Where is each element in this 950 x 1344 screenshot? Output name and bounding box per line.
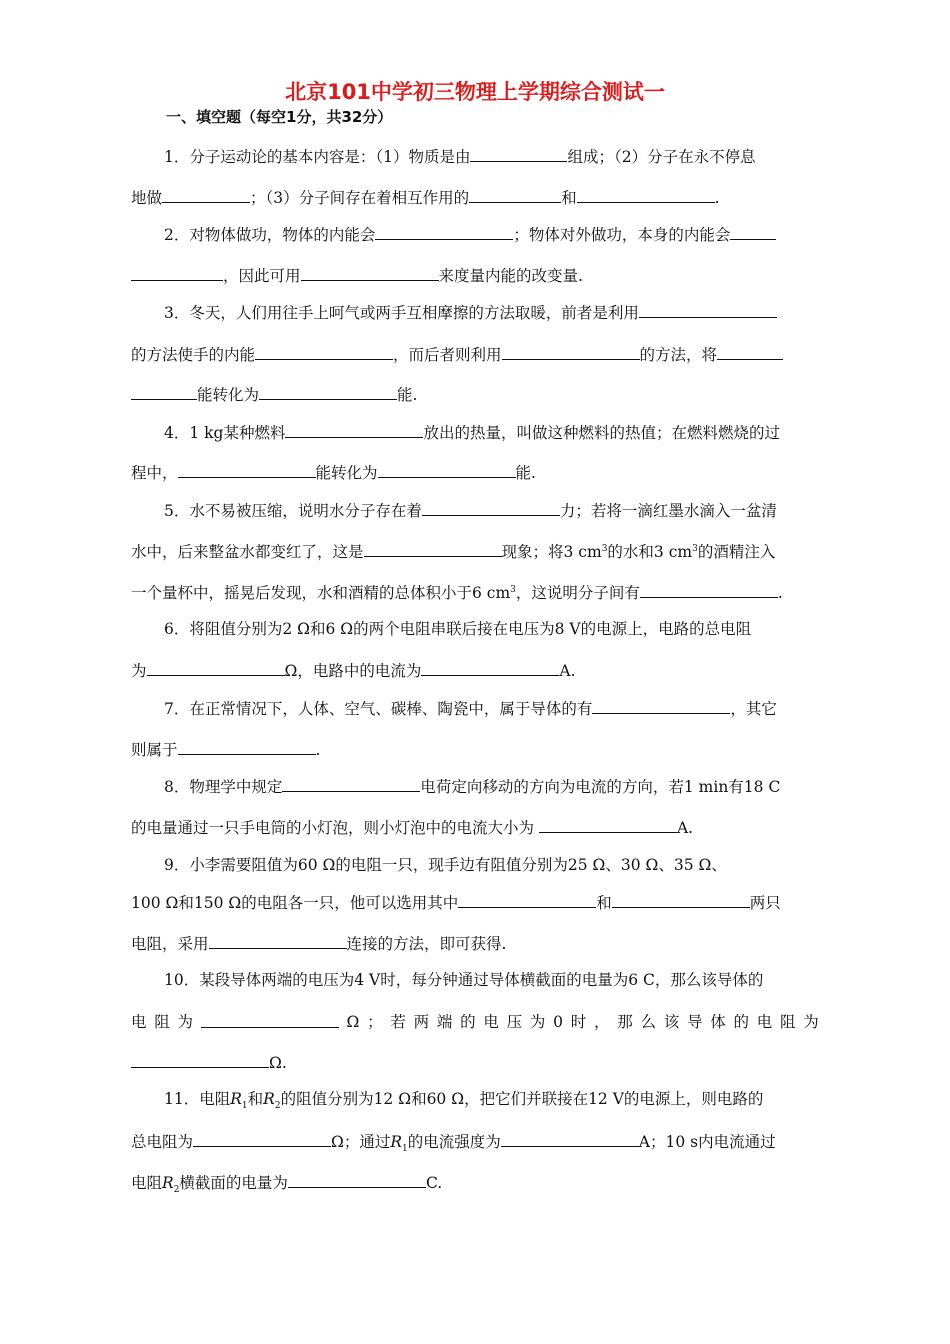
answer-blank[interactable] bbox=[612, 892, 750, 908]
answer-blank[interactable] bbox=[131, 1052, 269, 1068]
answer-blank[interactable] bbox=[375, 224, 513, 240]
question-2-line-1: 2．对物体做功，物体的内能会 ；物体对外做功，本身的内能会 bbox=[164, 224, 819, 246]
page-title: 北京101中学初三物理上学期综合测试一 bbox=[285, 80, 665, 104]
question-5-line-2: 水中，后来整盆水都变红了，这是 现象；将3 $cm^3$的水和3 $cm^3$的酒精注入 bbox=[131, 543, 776, 561]
answer-blank[interactable] bbox=[209, 933, 347, 949]
question-3-line-2: 的方法使手的内能 ，而后者则利用 的方法，将 bbox=[131, 344, 819, 366]
answer-blank[interactable] bbox=[730, 224, 776, 240]
question-7-line-1: 7．在正常情况下，人体、空气、碳棒、陶瓷中，属于导体的有 ，其它 bbox=[164, 700, 777, 718]
question-1-line-2: 地做 ；（3）分子间存在着相互作用的 和 . bbox=[131, 189, 720, 207]
answer-blank[interactable] bbox=[539, 817, 677, 833]
answer-blank[interactable] bbox=[592, 698, 730, 714]
question-2-line-2: ，因此可用 来度量内能的改变量. bbox=[131, 265, 819, 287]
section-heading: 一、填空题（每空1分，共32分） bbox=[166, 108, 393, 126]
answer-blank[interactable] bbox=[458, 892, 596, 908]
answer-blank[interactable] bbox=[717, 344, 783, 360]
answer-blank[interactable] bbox=[201, 1012, 339, 1028]
answer-blank[interactable] bbox=[640, 582, 778, 598]
answer-blank[interactable] bbox=[470, 146, 567, 162]
answer-blank[interactable] bbox=[421, 660, 559, 676]
question-1-line-1: 1．分子运动论的基本内容是：（1）物质是由 组成；（2）分子在永不停息 bbox=[164, 148, 756, 166]
answer-blank[interactable] bbox=[131, 384, 197, 400]
answer-blank[interactable] bbox=[501, 1131, 639, 1147]
question-4-line-2: 程中， 能转化为 能. bbox=[131, 464, 536, 482]
answer-blank[interactable] bbox=[502, 344, 640, 360]
question-8-line-1: 8．物理学中规定 电荷定向移动的方向为电流的方向，若1 min有18 C bbox=[164, 778, 781, 796]
question-9-line-2: 100 Ω和150 Ω的电阻各一只，他可以选用其中 和 两只 bbox=[131, 894, 781, 912]
answer-blank[interactable] bbox=[378, 462, 516, 478]
answer-blank[interactable] bbox=[288, 1172, 426, 1188]
question-11-line-1: 11．电阻$R_1$和$R_2$的阻值分别为12 Ω和60 Ω，把它们并联接在12 V的电源上，则电路的 bbox=[164, 1090, 764, 1112]
answer-blank[interactable] bbox=[422, 500, 560, 516]
question-10-line-2: 电 阻 为 Ω ； 若 两 端 的 电 压 为 0 时 ， 那 么 该 导 体 的 电 阻 为 bbox=[131, 1013, 819, 1031]
question-8-line-2: 的电量通过一只手电筒的小灯泡，则小灯泡中的电流大小为 A. bbox=[131, 819, 694, 837]
question-5-line-1: 5．水不易被压缩，说明水分子存在着 力；若将一滴红墨水滴入一盆清 bbox=[164, 502, 777, 520]
question-9-line-1: 9．小李需要阻值为60 Ω的电阻一只，现手边有阻值分别为25 Ω、30 Ω、35 Ω、 bbox=[164, 856, 727, 874]
question-6-line-2: 为 Ω，电路中的电流为 A. bbox=[131, 662, 576, 680]
answer-blank[interactable] bbox=[469, 187, 561, 203]
question-11-line-3: 电阻$R_2$横截面的电量为 C. bbox=[131, 1174, 443, 1196]
question-10-line-1: 10．某段导体两端的电压为4 V时，每分钟通过导体横截面的电量为6 C，那么该导体的 bbox=[164, 971, 764, 989]
question-6-line-1: 6．将阻值分别为2 Ω和6 Ω的两个电阻串联后接在电压为8 V的电源上，电路的总电阻 bbox=[164, 620, 752, 638]
answer-blank[interactable] bbox=[162, 187, 250, 203]
answer-blank[interactable] bbox=[178, 739, 316, 755]
question-9-line-3: 电阻，采用 连接的方法，即可获得. bbox=[131, 935, 507, 953]
answer-blank[interactable] bbox=[301, 265, 439, 281]
answer-blank[interactable] bbox=[364, 541, 502, 557]
answer-blank[interactable] bbox=[131, 265, 223, 281]
question-10-line-3: Ω. bbox=[131, 1052, 819, 1074]
question-5-line-3: 一个量杯中，摇晃后发现，水和酒精的总体积小于6 $cm^3$，这说明分子间有 . bbox=[131, 584, 783, 602]
answer-blank[interactable] bbox=[193, 1131, 331, 1147]
question-11-line-2: 总电阻为 Ω；通过$R_1$的电流强度为 A；10 s内电流通过 bbox=[131, 1133, 776, 1155]
answer-blank[interactable] bbox=[577, 187, 715, 203]
answer-blank[interactable] bbox=[285, 422, 423, 438]
answer-blank[interactable] bbox=[255, 344, 393, 360]
answer-blank[interactable] bbox=[282, 776, 420, 792]
answer-blank[interactable] bbox=[639, 302, 777, 318]
question-7-line-2: 则属于 . bbox=[131, 741, 321, 759]
question-3-line-3: 能转化为 能. bbox=[131, 384, 819, 406]
answer-blank[interactable] bbox=[147, 660, 285, 676]
question-4-line-1: 4．1 kg某种燃料 放出的热量，叫做这种燃料的热值；在燃料燃烧的过 bbox=[164, 424, 780, 442]
question-3-line-1: 3．冬天，人们用往手上呵气或两手互相摩擦的方法取暖，前者是利用 bbox=[164, 302, 819, 324]
answer-blank[interactable] bbox=[259, 384, 397, 400]
answer-blank[interactable] bbox=[178, 462, 316, 478]
